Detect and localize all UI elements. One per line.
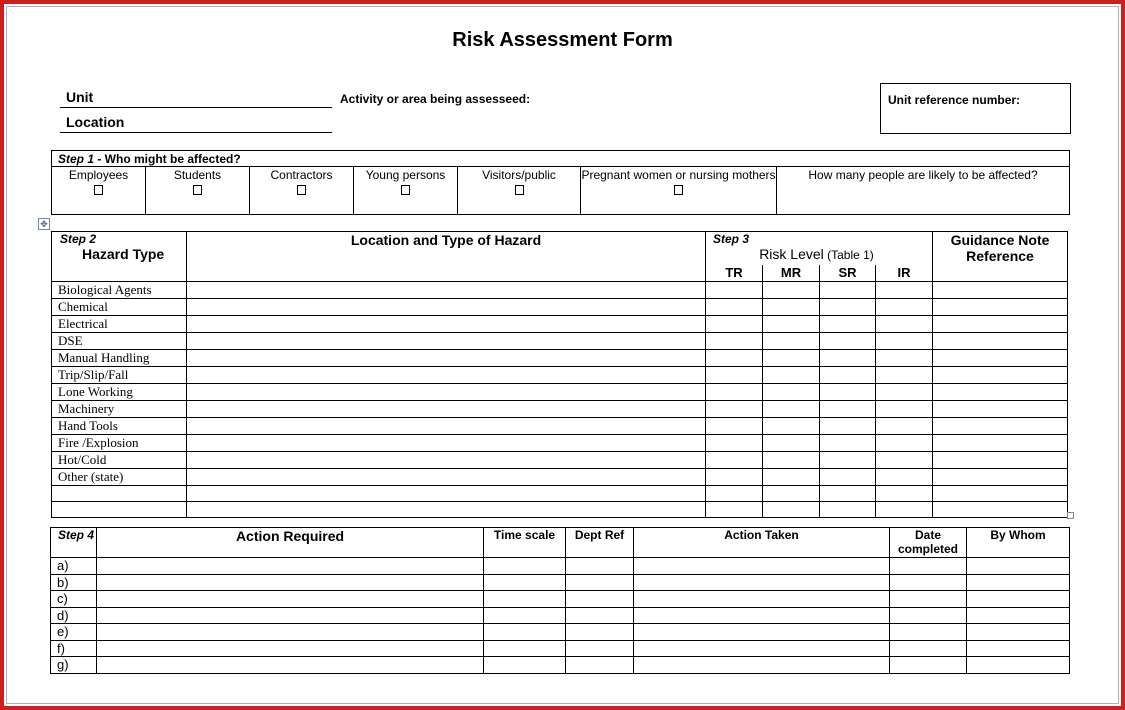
category-employees	[52, 167, 146, 215]
category-contractors	[250, 167, 354, 215]
pregnant-checkbox[interactable]	[674, 185, 683, 195]
risk-cell[interactable]	[706, 435, 763, 452]
action-taken-cell[interactable]	[634, 591, 890, 608]
date-completed-line1: Date	[914, 528, 941, 542]
risk-cell[interactable]	[820, 502, 876, 518]
risk-cell[interactable]	[876, 452, 933, 469]
action-row-letter: f)	[51, 640, 97, 657]
by-whom-cell[interactable]	[967, 558, 1070, 575]
hazard-name: Hand Tools	[52, 418, 187, 435]
date-completed-cell[interactable]	[890, 624, 967, 641]
hazard-location-cell[interactable]	[187, 469, 706, 486]
guidance-cell[interactable]	[933, 299, 1068, 316]
action-required-cell[interactable]	[97, 574, 484, 591]
risk-cell[interactable]	[763, 299, 820, 316]
hazard-location-cell[interactable]	[187, 367, 706, 384]
risk-cell[interactable]	[876, 316, 933, 333]
hazard-location-cell[interactable]	[187, 452, 706, 469]
action-required-cell[interactable]	[97, 558, 484, 575]
risk-cell[interactable]	[820, 350, 876, 367]
risk-cell[interactable]	[820, 418, 876, 435]
young-persons-checkbox[interactable]	[401, 185, 410, 195]
table-move-icon[interactable]: ✥	[38, 218, 50, 230]
risk-cell[interactable]	[706, 384, 763, 401]
hazard-name[interactable]	[52, 486, 187, 502]
dept-ref-header	[566, 528, 634, 558]
employees-checkbox[interactable]	[94, 185, 103, 195]
category-label: Students	[173, 168, 222, 182]
risk-cell[interactable]	[876, 418, 933, 435]
risk-cell[interactable]	[706, 469, 763, 486]
time-scale-cell[interactable]	[484, 574, 566, 591]
time-scale-label: Time scale	[493, 528, 556, 542]
risk-cell[interactable]	[706, 401, 763, 418]
risk-cell[interactable]	[820, 452, 876, 469]
risk-cell[interactable]	[706, 486, 763, 502]
risk-cell[interactable]	[706, 350, 763, 367]
hazard-location-cell[interactable]	[187, 435, 706, 452]
risk-cell[interactable]	[820, 299, 876, 316]
guidance-header	[933, 232, 1068, 282]
guidance-cell[interactable]	[933, 486, 1068, 502]
dept-ref-cell[interactable]	[566, 624, 634, 641]
risk-cell[interactable]	[706, 452, 763, 469]
step1-header	[52, 151, 1070, 167]
hazard-name: Machinery	[52, 401, 187, 418]
dept-ref-cell[interactable]	[566, 640, 634, 657]
step4-label-cell	[51, 528, 97, 558]
location-hazard-label: Location and Type of Hazard	[350, 232, 542, 248]
risk-level-header	[706, 232, 933, 266]
time-scale-header	[484, 528, 566, 558]
time-scale-cell[interactable]	[484, 640, 566, 657]
category-label: Visitors/public	[482, 168, 556, 182]
date-completed-cell[interactable]	[890, 558, 967, 575]
action-taken-cell[interactable]	[634, 607, 890, 624]
hazard-type-label: Hazard Type	[82, 246, 165, 262]
risk-cell[interactable]	[820, 384, 876, 401]
action-taken-label: Action Taken	[724, 528, 799, 542]
hazard-name: Chemical	[52, 299, 187, 316]
risk-cell[interactable]	[820, 435, 876, 452]
risk-cell[interactable]	[706, 282, 763, 299]
action-taken-cell[interactable]	[634, 574, 890, 591]
hazard-name: Lone Working	[52, 384, 187, 401]
location-field[interactable]	[60, 114, 332, 133]
action-taken-cell[interactable]	[634, 640, 890, 657]
guidance-cell[interactable]	[933, 469, 1068, 486]
step4-label: Step 4	[58, 528, 95, 542]
action-required-label: Action Required	[235, 528, 345, 544]
form-title: Risk Assessment Form	[452, 29, 673, 51]
action-required-cell[interactable]	[97, 640, 484, 657]
step1-table	[51, 150, 1070, 215]
category-young-persons	[354, 167, 458, 215]
risk-cell[interactable]	[706, 299, 763, 316]
risk-cell[interactable]	[876, 435, 933, 452]
action-row-letter: e)	[51, 624, 97, 641]
guidance-cell[interactable]	[933, 384, 1068, 401]
date-completed-cell[interactable]	[890, 591, 967, 608]
time-scale-cell[interactable]	[484, 558, 566, 575]
risk-cell[interactable]	[763, 316, 820, 333]
action-row-letter: g)	[51, 657, 97, 674]
step3-label: Step 3	[713, 232, 750, 246]
by-whom-cell[interactable]	[967, 607, 1070, 624]
hazard-name: Trip/Slip/Fall	[52, 367, 187, 384]
risk-cell[interactable]	[820, 401, 876, 418]
risk-col-tr: TR	[706, 265, 763, 282]
action-required-cell[interactable]	[97, 624, 484, 641]
step1-question: - Who might be affected?	[94, 151, 241, 166]
category-label: Pregnant women or nursing mothers	[581, 168, 776, 182]
risk-cell[interactable]	[763, 350, 820, 367]
risk-cell[interactable]	[763, 452, 820, 469]
location-hazard-header	[187, 232, 706, 282]
date-completed-cell[interactable]	[890, 657, 967, 674]
contractors-checkbox[interactable]	[297, 185, 306, 195]
risk-cell[interactable]	[706, 367, 763, 384]
guidance-line2: Reference	[966, 248, 1034, 264]
dept-ref-label: Dept Ref	[574, 528, 625, 542]
risk-col-ir: IR	[876, 265, 933, 282]
step2-label: Step 2	[60, 232, 97, 246]
hazard-location-cell[interactable]	[187, 384, 706, 401]
category-students	[146, 167, 250, 215]
hazard-location-cell[interactable]	[187, 333, 706, 350]
action-row-letter: b)	[51, 574, 97, 591]
action-taken-header	[634, 528, 890, 558]
action-required-cell[interactable]	[97, 657, 484, 674]
category-visitors	[458, 167, 581, 215]
action-required-header	[97, 528, 484, 558]
risk-cell[interactable]	[876, 502, 933, 518]
risk-cell[interactable]	[876, 282, 933, 299]
hazard-location-cell[interactable]	[187, 299, 706, 316]
risk-cell[interactable]	[706, 333, 763, 350]
action-taken-cell[interactable]	[634, 624, 890, 641]
risk-cell[interactable]	[820, 316, 876, 333]
hazard-name: Hot/Cold	[52, 452, 187, 469]
hazard-location-cell[interactable]	[187, 350, 706, 367]
risk-col-mr: MR	[763, 265, 820, 282]
risk-cell[interactable]	[706, 502, 763, 518]
visitors-checkbox[interactable]	[515, 185, 524, 195]
dept-ref-cell[interactable]	[566, 607, 634, 624]
guidance-cell[interactable]	[933, 435, 1068, 452]
risk-cell[interactable]	[763, 502, 820, 518]
time-scale-cell[interactable]	[484, 624, 566, 641]
hazard-location-cell[interactable]	[187, 316, 706, 333]
risk-cell[interactable]	[876, 350, 933, 367]
date-completed-line2: completed	[897, 542, 958, 556]
risk-cell[interactable]	[876, 367, 933, 384]
date-completed-cell[interactable]	[890, 574, 967, 591]
risk-level-label: Risk Level	[759, 246, 824, 262]
hazard-name: Manual Handling	[52, 350, 187, 367]
action-table	[50, 527, 1070, 674]
by-whom-cell[interactable]	[967, 574, 1070, 591]
dept-ref-cell[interactable]	[566, 657, 634, 674]
time-scale-cell[interactable]	[484, 657, 566, 674]
table-ref-label: (Table 1)	[823, 248, 874, 262]
action-taken-cell[interactable]	[634, 657, 890, 674]
risk-cell[interactable]	[763, 418, 820, 435]
location-label: Location	[66, 114, 125, 130]
guidance-cell[interactable]	[933, 452, 1068, 469]
risk-cell[interactable]	[876, 384, 933, 401]
how-many-cell[interactable]	[777, 167, 1070, 215]
risk-cell[interactable]	[876, 486, 933, 502]
risk-cell[interactable]	[763, 367, 820, 384]
guidance-cell[interactable]	[933, 401, 1068, 418]
risk-cell[interactable]	[706, 418, 763, 435]
by-whom-cell[interactable]	[967, 640, 1070, 657]
by-whom-cell[interactable]	[967, 657, 1070, 674]
time-scale-cell[interactable]	[484, 591, 566, 608]
hazard-location-cell[interactable]	[187, 282, 706, 299]
risk-cell[interactable]	[820, 282, 876, 299]
hazard-location-cell[interactable]	[187, 401, 706, 418]
action-required-cell[interactable]	[97, 591, 484, 608]
by-whom-header	[967, 528, 1070, 558]
risk-cell[interactable]	[763, 469, 820, 486]
category-label: Employees	[68, 168, 129, 182]
guidance-cell[interactable]	[933, 316, 1068, 333]
action-required-cell[interactable]	[97, 607, 484, 624]
hazard-name: DSE	[52, 333, 187, 350]
hazard-name: Electrical	[52, 316, 187, 333]
activity-label: Activity or area being assesseed:	[340, 92, 531, 106]
action-row-letter: d)	[51, 607, 97, 624]
risk-cell[interactable]	[706, 316, 763, 333]
guidance-cell[interactable]	[933, 350, 1068, 367]
students-checkbox[interactable]	[193, 185, 202, 195]
hazard-name[interactable]	[52, 502, 187, 518]
guidance-cell[interactable]	[933, 367, 1068, 384]
risk-cell[interactable]	[876, 401, 933, 418]
risk-cell[interactable]	[876, 469, 933, 486]
guidance-cell[interactable]	[933, 418, 1068, 435]
risk-cell[interactable]	[763, 435, 820, 452]
guidance-cell[interactable]	[933, 282, 1068, 299]
hazard-name: Other (state)	[52, 469, 187, 486]
date-completed-header	[890, 528, 967, 558]
guidance-cell[interactable]	[933, 502, 1068, 518]
risk-cell[interactable]	[820, 486, 876, 502]
how-many-label: How many people are likely to be affected?	[808, 168, 1038, 182]
dept-ref-cell[interactable]	[566, 558, 634, 575]
risk-cell[interactable]	[820, 469, 876, 486]
hazard-name: Biological Agents	[52, 282, 187, 299]
unit-reference-label: Unit reference number:	[888, 93, 1021, 107]
hazard-type-header	[52, 232, 187, 282]
risk-cell[interactable]	[763, 282, 820, 299]
category-label: Young persons	[365, 168, 446, 182]
risk-cell[interactable]	[763, 384, 820, 401]
unit-reference-box[interactable]	[880, 83, 1071, 134]
by-whom-label: By Whom	[990, 528, 1046, 542]
date-completed-cell[interactable]	[890, 607, 967, 624]
unit-field[interactable]	[60, 89, 332, 108]
hazard-location-cell[interactable]	[187, 502, 706, 518]
hazard-location-cell[interactable]	[187, 486, 706, 502]
risk-cell[interactable]	[763, 333, 820, 350]
category-label: Contractors	[270, 168, 333, 182]
hazard-table	[51, 231, 1068, 518]
action-row-letter: a)	[51, 558, 97, 575]
step1-label: Step 1	[58, 151, 95, 166]
risk-cell[interactable]	[876, 299, 933, 316]
unit-label: Unit	[66, 89, 94, 105]
date-completed-cell[interactable]	[890, 640, 967, 657]
risk-col-sr: SR	[820, 265, 876, 282]
hazard-name: Fire /Explosion	[52, 435, 187, 452]
guidance-cell[interactable]	[933, 333, 1068, 350]
by-whom-cell[interactable]	[967, 591, 1070, 608]
risk-cell[interactable]	[820, 333, 876, 350]
action-taken-cell[interactable]	[634, 558, 890, 575]
category-pregnant	[581, 167, 777, 215]
risk-cell[interactable]	[763, 401, 820, 418]
time-scale-cell[interactable]	[484, 607, 566, 624]
risk-cell[interactable]	[763, 486, 820, 502]
hazard-location-cell[interactable]	[187, 418, 706, 435]
guidance-line1: Guidance Note	[950, 232, 1050, 248]
risk-cell[interactable]	[876, 333, 933, 350]
action-row-letter: c)	[51, 591, 97, 608]
table-resize-handle[interactable]	[1067, 512, 1074, 519]
risk-cell[interactable]	[820, 367, 876, 384]
by-whom-cell[interactable]	[967, 624, 1070, 641]
dept-ref-cell[interactable]	[566, 591, 634, 608]
dept-ref-cell[interactable]	[566, 574, 634, 591]
